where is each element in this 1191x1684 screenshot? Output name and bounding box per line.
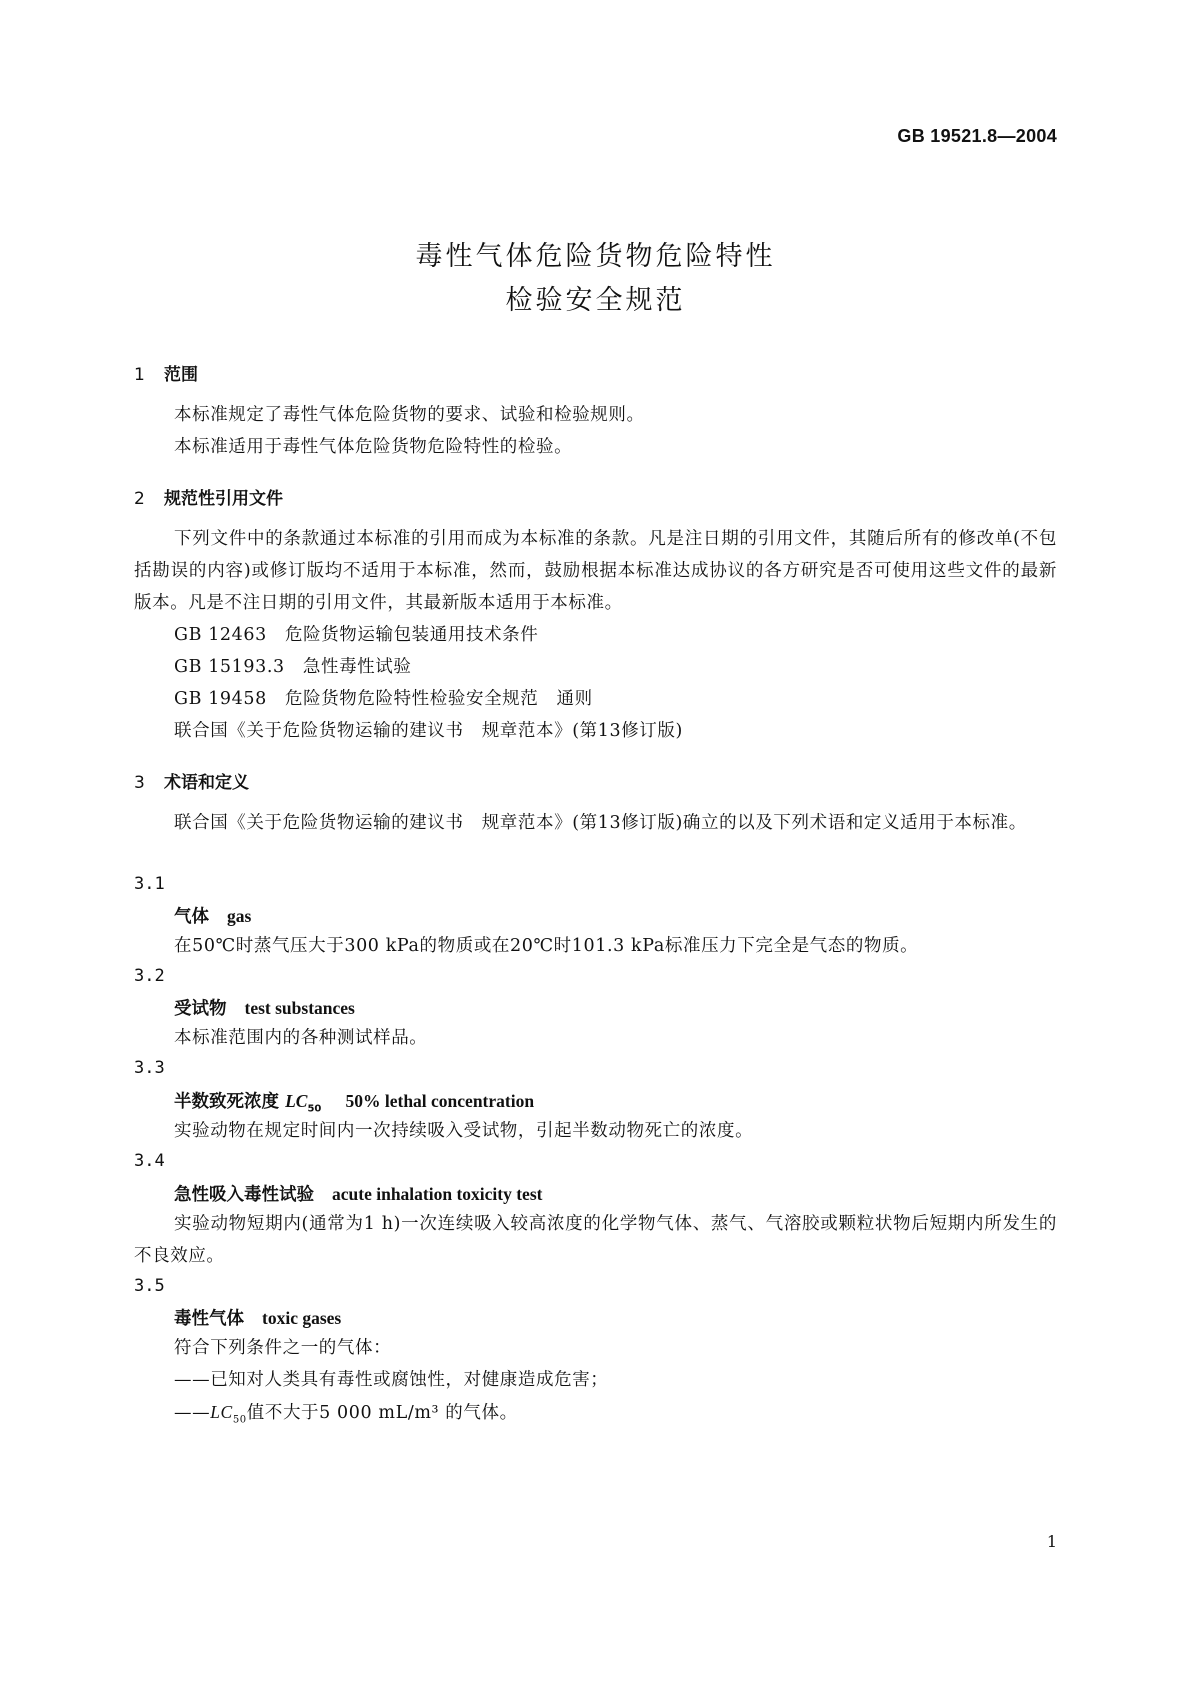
term-en: toxic gases [262, 1308, 342, 1328]
term-title [174, 1181, 542, 1206]
term-definition: 符合下列条件之一的气体： [174, 1338, 392, 1358]
term-en: 50% lethal concentration [345, 1091, 535, 1111]
section-1-heading [134, 360, 198, 385]
term-title [174, 903, 251, 928]
clause-number: 3.5 [134, 1276, 165, 1296]
term-definition: 在50℃时蒸气压大于300 kPa的物质或在20℃时101.3 kPa标准压力下完全是气态的物质。 [174, 936, 919, 956]
term-zh: 半数致死浓度 [174, 1092, 279, 1112]
symbol-subscript: 50 [232, 1414, 247, 1426]
section-number: 1 [134, 365, 145, 385]
term-title [174, 1088, 534, 1115]
section-2-heading [134, 484, 283, 509]
clause-number: 3.3 [134, 1058, 165, 1078]
section-3-heading [134, 768, 249, 793]
term-zh: 毒性气体 [174, 1309, 244, 1329]
term-title [174, 995, 355, 1020]
clause-number: 3.4 [134, 1151, 165, 1171]
term-title [174, 1305, 341, 1330]
term-definition: 本标准范围内的各种测试样品。 [174, 1028, 428, 1048]
symbol: LC [210, 1402, 233, 1422]
term-definition: 实验动物短期内(通常为1 h)一次连续吸入较高浓度的化学物气体、蒸气、气溶胶或颗粒状物后短期内所发生的不良效应。 [134, 1214, 1057, 1266]
page-number: 1 [1046, 1532, 1057, 1551]
section-number: 2 [134, 489, 145, 509]
reference-item: 联合国《关于危险货物运输的建议书 规章范本》(第13修订版) [174, 721, 683, 741]
reference-item: GB 19458 危险货物危险特性检验安全规范 通则 [174, 689, 593, 709]
condition-item [174, 1396, 1057, 1437]
term-en: acute inhalation toxicity test [332, 1184, 543, 1204]
term-en: gas [227, 906, 252, 926]
term-en: test substances [244, 998, 355, 1018]
standard-number: GB 19521.8—2004 [897, 126, 1057, 146]
condition-text: 值不大于5 000 mL/m³ 的气体。 [246, 1403, 518, 1423]
term-symbol-subscript: 50 [307, 1103, 322, 1115]
reference-item: GB 15193.3 急性毒性试验 [174, 657, 412, 677]
doc-title-line2: 检验安全规范 [505, 285, 686, 316]
references-intro: 下列文件中的条款通过本标准的引用而成为本标准的条款。凡是注日期的引用文件，其随后所有的修改单(不包括勘误的内容)或修订版均不适用于本标准，然而，鼓励根据本标准达成协议的各方研究是否可使用这些文件的最新版本。凡是不注日期的引用文件，其最新版本适用于本标准。 [134, 529, 1057, 613]
doc-title-line1: 毒性气体危险货物危险特性 [415, 241, 776, 272]
term-zh: 受试物 [174, 999, 227, 1019]
term-zh: 急性吸入毒性试验 [174, 1185, 314, 1205]
section-number: 3 [134, 773, 145, 793]
term-symbol: LC [285, 1091, 308, 1111]
section-title: 规范性引用文件 [164, 489, 283, 509]
terms-intro: 联合国《关于危险货物运输的建议书 规章范本》(第13修订版)确立的以及下列术语和定义适用于本标准。 [174, 813, 1027, 833]
dash: —— [174, 1403, 211, 1423]
section-title: 范围 [164, 365, 198, 385]
condition-item: ——已知对人类具有毒性或腐蚀性，对健康造成危害； [174, 1370, 609, 1390]
term-definition: 实验动物在规定时间内一次持续吸入受试物，引起半数动物死亡的浓度。 [174, 1121, 754, 1141]
clause-number: 3.2 [134, 966, 165, 986]
section-title: 术语和定义 [164, 773, 249, 793]
clause-number: 3.1 [134, 874, 165, 894]
reference-item: GB 12463 危险货物运输包装通用技术条件 [174, 625, 539, 645]
term-zh: 气体 [174, 907, 209, 927]
scope-paragraph-2: 本标准适用于毒性气体危险货物危险特性的检验。 [174, 437, 573, 457]
scope-paragraph-1: 本标准规定了毒性气体危险货物的要求、试验和检验规则。 [174, 405, 645, 425]
